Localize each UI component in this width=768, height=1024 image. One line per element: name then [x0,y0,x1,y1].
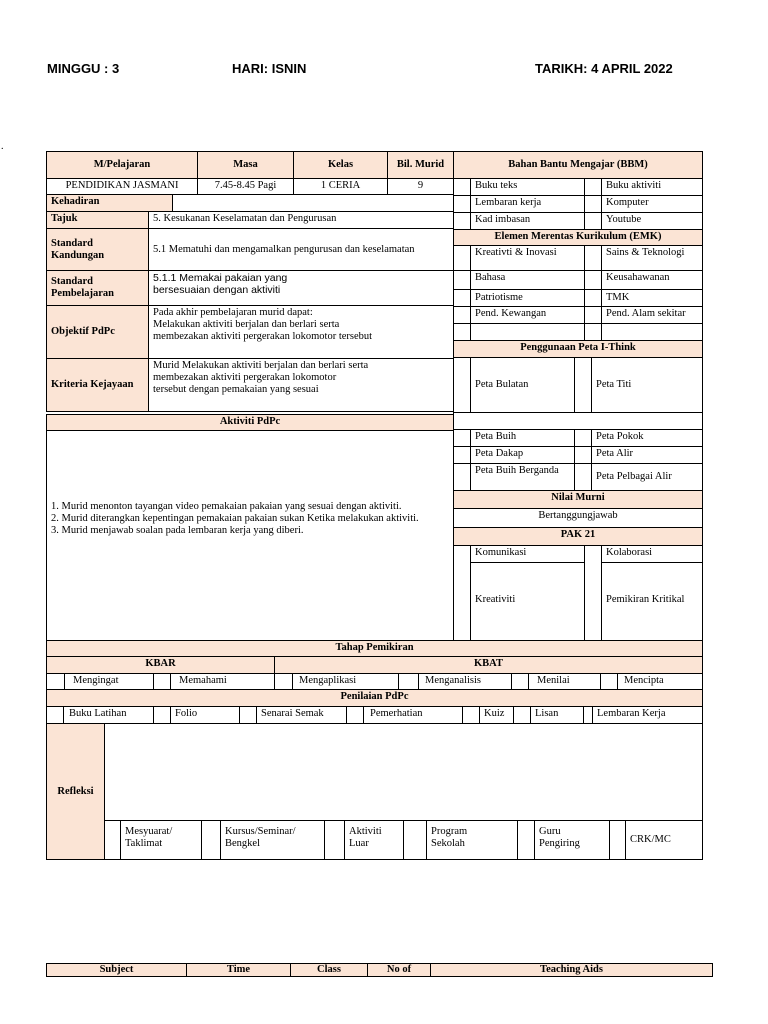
assessment-item: Kuiz [479,706,514,724]
ithink-checkbox [574,429,592,447]
assessment-item: Pemerhatian [363,706,463,724]
ithink-header: Penggunaan Peta I-Think [453,340,703,358]
bbm-item: Lembaran kerja [470,195,585,213]
subject-value: PENDIDIKAN JASMANI [46,178,198,195]
reflection-item: Program Sekolah [426,820,518,860]
footer-subject: Subject [46,963,187,977]
reflection-checkbox [201,820,221,860]
assessment-checkbox [346,706,364,724]
reflection-item: Guru Pengiring [534,820,610,860]
learning-standard-label: Standard Pembelajaran [46,270,149,306]
reflection-checkbox [104,820,121,860]
emk-checkbox [453,323,471,341]
objective-value: Pada akhir pembelajaran murid dapat: Melakukan aktiviti berjalan dan berlari serta membezakan aktiviti pergerakan lokomotor tersebut [148,305,454,359]
pak21-item: Pemikiran Kritikal [601,562,703,641]
bbm-item: Buku teks [470,178,585,196]
pak21-header: PAK 21 [453,527,703,546]
activities-body: 1. Murid menonton tayangan video pemakaian pakaian yang sesuai dengan aktiviti. 2. Murid diterangkan kepentingan pemakaian pakaian sukan Ketika melakukan aktiviti. 3. Murid menjawab soalan pada lembaran kerja yang diberi. [46,430,454,641]
learning-standard-value: 5.1.1 Memakai pakaian yang bersesuaian dengan aktiviti [148,270,454,306]
ithink-checkbox [453,463,471,491]
thinking-checkbox [274,673,293,690]
emk-item: Patriotisme [470,289,585,307]
thinking-item: Mengaplikasi [292,673,399,690]
bbm-checkbox [584,195,602,213]
class-value: 1 CERIA [293,178,388,195]
thinking-item: Mengingat [64,673,154,690]
reflection-checkbox [324,820,345,860]
emk-item: Kreativti & Inovasi [470,245,585,271]
attendance-label: Kehadiran [46,194,173,212]
emk-item: Bahasa [470,270,585,290]
content-standard-label: Standard Kandungan [46,228,149,271]
emk-item: Keusahawanan [601,270,703,290]
bbm-checkbox [584,178,602,196]
values-header: Nilai Murni [453,490,703,509]
reflection-checkbox [517,820,535,860]
kbar-header: KBAR [46,656,275,674]
topic-value: 5. Kesukanan Keselamatan dan Pengurusan [148,211,454,229]
ithink-checkbox [574,446,592,464]
ithink-item: Peta Titi [591,357,703,413]
emk-item: Pend. Kewangan [470,306,585,324]
footer-time: Time [186,963,291,977]
activities-header: Aktiviti PdPc [46,414,454,431]
assessment-checkbox [153,706,171,724]
ithink-item: Peta Buih Berganda [470,463,575,491]
reflection-item: Kursus/Seminar/ Bengkel [220,820,325,860]
assessment-item: Buku Latihan [63,706,154,724]
attendance-value [172,194,454,212]
content-standard-value: 5.1 Mematuhi dan mengamalkan pengurusan dan keselamatan [148,228,454,271]
date-label: TARIKH: 4 APRIL 2022 [535,61,673,76]
assessment-checkbox [462,706,480,724]
pupil-count-value: 9 [387,178,454,195]
reflection-item: Aktiviti Luar [344,820,404,860]
footer-no-of: No of [367,963,431,977]
ithink-item: Peta Buih [470,429,575,447]
emk-item: Pend. Alam sekitar [601,306,703,324]
pak21-item: Kolaborasi [601,545,703,563]
topic-label: Tajuk [46,211,149,229]
next-page-header-row [46,963,713,977]
ithink-item: Peta Pokok [591,429,703,447]
bbm-item: Komputer [601,195,703,213]
week-label: MINGGU : 3 [47,61,120,76]
objective-label: Objektif PdPc [46,305,149,359]
ithink-blank-row [453,412,703,430]
thinking-checkbox [153,673,171,690]
emk-header: Elemen Merentas Kurikulum (EMK) [453,229,703,246]
assessment-header: Penilaian PdPc [46,689,703,707]
thinking-item: Menilai [528,673,601,690]
pupil-count-header: Bil. Murid [387,151,454,179]
success-criteria-label: Kriteria Kejayaan [46,358,149,412]
emk-checkbox [453,289,471,307]
thinking-item: Memahami [170,673,275,690]
pak21-checkbox [584,545,602,641]
bbm-checkbox [453,195,471,213]
pak21-item: Kreativiti [470,562,585,641]
emk-blank [470,323,585,341]
thinking-checkbox [398,673,419,690]
stray-mark: . [1,141,4,152]
ithink-item: Peta Dakap [470,446,575,464]
ithink-item: Peta Bulatan [470,357,575,413]
assessment-item: Lisan [530,706,584,724]
ithink-item: Peta Alir [591,446,703,464]
ithink-item: Peta Pelbagai Alir [591,463,703,491]
day-label: HARI: ISNIN [232,61,307,76]
time-header: Masa [197,151,294,179]
emk-checkbox [584,306,602,324]
thinking-item: Mencipta [617,673,703,690]
emk-checkbox [453,245,471,271]
thinking-item: Menganalisis [418,673,512,690]
time-value: 7.45-8.45 Pagi [197,178,294,195]
emk-checkbox [584,270,602,290]
emk-checkbox [453,306,471,324]
ithink-checkbox [453,357,471,413]
ithink-checkbox [574,463,592,491]
bbm-item: Youtube [601,212,703,230]
thinking-checkbox [511,673,529,690]
footer-teaching-aids: Teaching Aids [430,963,713,977]
emk-checkbox [453,270,471,290]
assessment-item: Lembaran Kerja [592,706,703,724]
reflection-label: Refleksi [46,723,105,860]
pak21-item: Komunikasi [470,545,585,563]
emk-checkbox [584,245,602,271]
ithink-checkbox [453,446,471,464]
reflection-body [104,723,703,821]
kbat-header: KBAT [274,656,703,674]
success-criteria-value: Murid Melakukan aktiviti berjalan dan berlari serta membezakan aktiviti pergerakan lokomotor tersebut dengan pemakaian yang sesuai [148,358,454,412]
pak21-checkbox [453,545,471,641]
emk-checkbox [584,289,602,307]
footer-class: Class [290,963,368,977]
emk-checkbox [584,323,602,341]
bbm-item: Buku aktiviti [601,178,703,196]
lesson-plan-table [46,151,703,860]
ithink-checkbox [453,429,471,447]
bbm-checkbox [453,178,471,196]
reflection-checkbox [609,820,626,860]
emk-blank [601,323,703,341]
assessment-checkbox [513,706,531,724]
reflection-checkbox [403,820,427,860]
assessment-checkbox [239,706,257,724]
bbm-item: Kad imbasan [470,212,585,230]
ithink-checkbox [574,357,592,413]
values-value: Bertanggungjawab [453,508,703,528]
bbm-checkbox [584,212,602,230]
reflection-item: Mesyuarat/ Taklimat [120,820,202,860]
subject-header: M/Pelajaran [46,151,198,179]
assessment-item: Senarai Semak [256,706,347,724]
bbm-header: Bahan Bantu Mengajar (BBM) [453,151,703,179]
class-header: Kelas [293,151,388,179]
emk-item: TMK [601,289,703,307]
assessment-checkbox [46,706,64,724]
bbm-checkbox [453,212,471,230]
reflection-item: CRK/MC [625,820,703,860]
assessment-item: Folio [170,706,240,724]
emk-item: Sains & Teknologi [601,245,703,271]
thinking-checkbox [46,673,65,690]
thinking-checkbox [600,673,618,690]
thinking-level-header: Tahap Pemikiran [46,640,703,657]
